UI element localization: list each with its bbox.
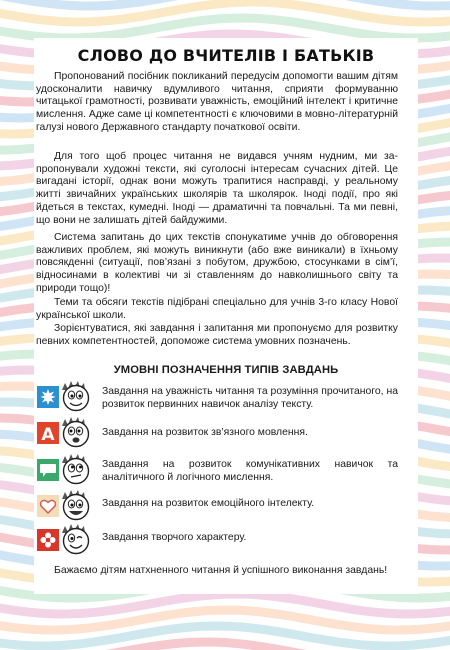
intro-paragraph: Пропонований посібник покликаний передусім допомогти вашим дітям удосконалити навичку вдумливого читання, сприяти формуванню читацької грамотності, розвивати уважність, емоційний інтелект і критичне мислення. Адже саме ці компетентності є ключовими в мовно-літературній галузі нового Державного стандарту початкової освіти. xyxy=(36,71,398,133)
texts-paragraph: Для того щоб процес читання не видався учням нудним, ми запропонували художні тексти, які суголосні інтересам сучасних дітей. Це вигадані історії, однак вони можуть трапитися насправді, у реальному житті звичайних українських школярів та школярок. Іноді події, про які йдеться в текстах, кумедні. Іноді — драматичні та повчальні. Та ми певні, що вони не залишать дітей байдужими. xyxy=(36,151,398,226)
cartoon-face-icon xyxy=(62,524,89,554)
cartoon-face-icon xyxy=(62,490,89,520)
page-title: СЛОВО ДО ВЧИТЕЛІВ І БАТЬКІВ xyxy=(77,46,375,65)
task-description: Завдання на розвиток комунікативних навичок та аналітичного й логічного мислення. xyxy=(102,459,398,483)
legend-intro-paragraph: Зорієнтуватися, які завдання і запитання ми пропонуємо для розвитку певних компетентностей, допоможе система умовних позначень. xyxy=(36,323,398,347)
creative-task-icon xyxy=(36,523,96,555)
questions-paragraph: Система запитань до цих текстів спонукатиме учнів до обговорення важливих проблем, які можуть виникнути (або вже виникали) в їхньому повсякденні (ситуації, пов’язані з побутом, дружбою, стосунками в сім’ї, відносинами в колективі чи зі ставленням до навколишнього світу та природи тощо)! xyxy=(36,232,398,294)
closing-paragraph: Бажаємо дітям натхненного читання й успішного виконання завдань! xyxy=(54,565,388,576)
cartoon-face-icon xyxy=(62,454,89,484)
topics-paragraph: Теми та обсяги текстів підібрані спеціально для учнів 3-го класу Нової української школи. xyxy=(36,297,398,321)
task-description: Завдання на розвиток емоційного інтелекту. xyxy=(102,498,315,509)
cartoon-face-icon xyxy=(62,381,89,411)
legend-title: УМОВНІ ПОЗНАЧЕННЯ ТИПІВ ЗАВДАНЬ xyxy=(113,364,339,376)
attention-task-icon xyxy=(36,380,96,412)
emotional-task-icon xyxy=(36,489,96,521)
letter-a-icon: A xyxy=(41,425,55,445)
task-description: Завдання творчого характеру. xyxy=(102,532,247,543)
speech-development-task-icon xyxy=(36,416,96,448)
task-description: Завдання на уважність читання та розуміння прочитаного, на розвиток первинних навичок аналізу тексту. xyxy=(102,386,398,410)
cartoon-face-icon xyxy=(62,417,89,447)
communication-task-icon xyxy=(36,453,96,485)
task-description: Завдання на розвиток зв’язного мовлення. xyxy=(102,427,308,438)
